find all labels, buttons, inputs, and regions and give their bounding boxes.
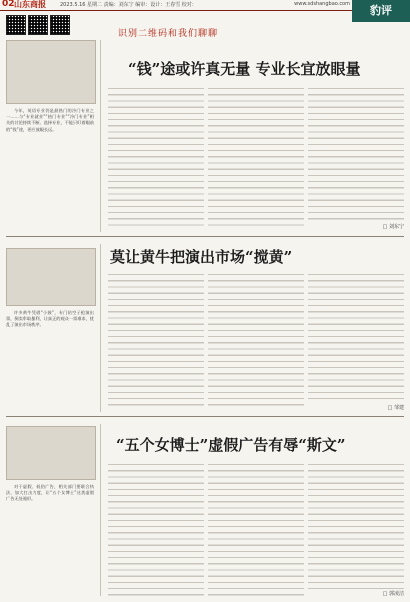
column-divider [100,424,101,596]
article-lead: 对于虚假、低俗广告，相关部门要联合执法，加大打击力度，让“五个女博士”这类虚假广告无处遁形。 [6,484,94,502]
article-headline: “钱”途或许真无量 专业长宜放眼量 [128,60,361,78]
qr-code-icon [28,15,48,35]
site-url: www.sdshangbao.com [294,1,350,7]
article-body [208,86,304,226]
article-byline: □ 邹建 [387,405,404,411]
article-body [108,86,204,226]
column-divider [100,244,101,412]
article-body [308,272,404,404]
article-byline: □ 刘东宁 [382,224,404,230]
qr-code-icon [50,15,70,35]
page-number: 02 [2,0,15,9]
issue-meta: 2023.5.16 星期二 责编：刘东宁 编审：设计：王春雪 校对： [60,2,197,8]
column-divider [100,40,101,232]
article-body [308,86,404,222]
article-body [308,462,404,590]
section-divider [6,236,404,237]
article-headline: “五个女博士”虚假广告有辱“斯文” [116,436,346,454]
article-body [208,272,304,408]
section-divider [6,416,404,417]
article-headline: 莫让黄牛把演出市场“搅黄” [110,248,293,266]
article-lead: 许多黄牛凭借“小鼓”，专门钻空子抢演出票，倒卖牟取暴利，让真正的观众一票难求，扰乱了演出市场秩序。 [6,310,94,328]
article-lead: 今年，英语专业仍是最热门的冷门专业之一……与“专业就业”“热门专业”“冷门专业”相关的讨论持续不断。选择专业，不能只盯着眼前的“钱”途，更应放眼长远。 [6,108,94,132]
article-illustration [6,40,96,104]
section-tag: 豹评 [352,0,410,22]
article-illustration [6,426,96,480]
qr-code-icon [6,15,26,35]
paper-name: 山东商报 [14,0,46,9]
article-body [208,462,304,596]
article-body [108,272,204,408]
article-illustration [6,248,96,306]
article-byline: □ 郭凌洁 [382,591,404,597]
slogan: 识别二维码和我们聊聊 [118,29,219,39]
article-body [108,462,204,596]
page-header [0,0,410,11]
